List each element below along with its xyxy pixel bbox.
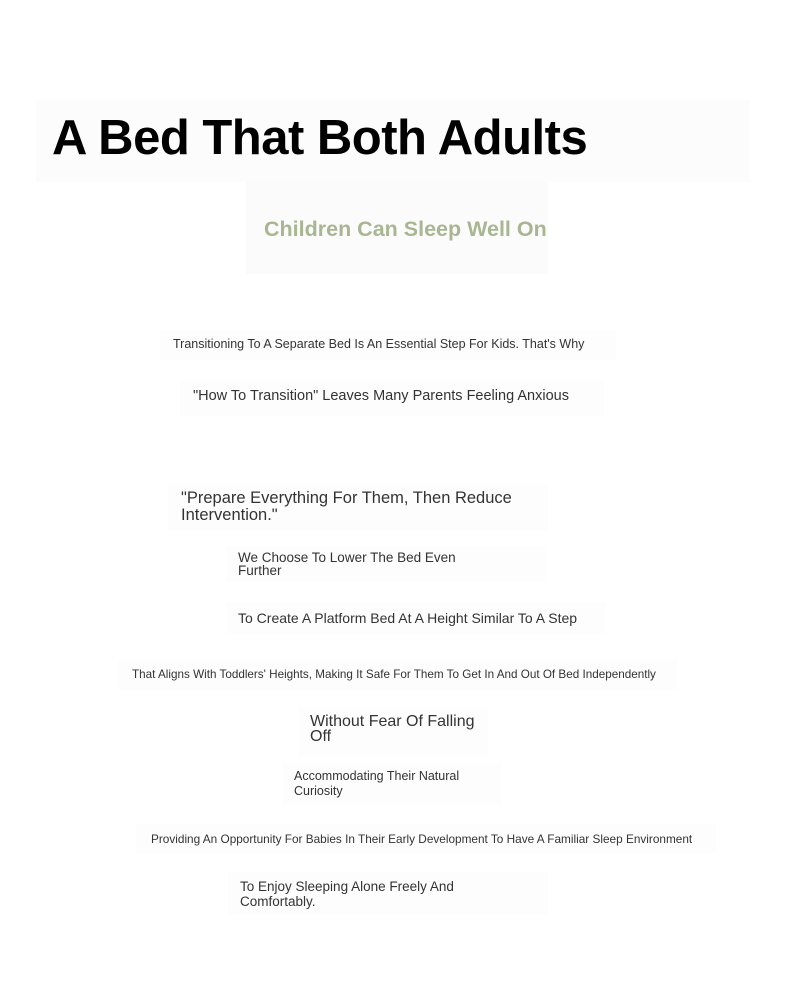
text-line-toddler-height: That Aligns With Toddlers' Heights, Making It Safe For Them To Get In And Out Of Bed Independently xyxy=(132,668,656,681)
text-line-how-to-transition: "How To Transition" Leaves Many Parents Feeling Anxious xyxy=(193,388,569,404)
text-line-sleep-alone: To Enjoy Sleeping Alone Freely And Comfortably. xyxy=(240,879,454,909)
text-line-no-fear: Without Fear Of Falling Off xyxy=(310,713,475,745)
page-title: A Bed That Both Adults xyxy=(52,111,588,165)
text-line-quote: "Prepare Everything For Them, Then Reduce Intervention." xyxy=(181,489,512,524)
text-line-curiosity: Accommodating Their Natural Curiosity xyxy=(294,769,460,798)
text-line-early-development: Providing An Opportunity For Babies In Their Early Development To Have A Familiar Sleep Environment xyxy=(151,832,693,846)
text-line-platform-bed: To Create A Platform Bed At A Height Similar To A Step xyxy=(238,610,578,626)
text-line-lower-bed: We Choose To Lower The Bed Even Further xyxy=(238,550,456,578)
text-line-transition-intro: Transitioning To A Separate Bed Is An Essential Step For Kids. That's Why xyxy=(173,337,585,351)
page-subtitle: Children Can Sleep Well On xyxy=(264,217,547,241)
